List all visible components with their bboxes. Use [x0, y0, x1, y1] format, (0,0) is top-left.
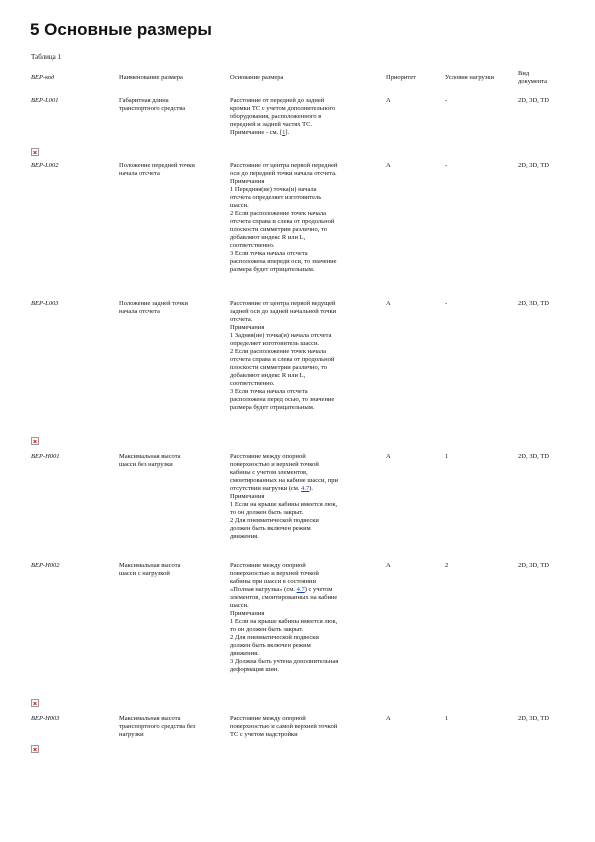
row-load: 1: [445, 715, 449, 722]
broken-image-icon[interactable]: [31, 745, 39, 753]
row-basis: [230, 300, 382, 412]
row-basis-line: отсчета.: [230, 316, 253, 323]
row-code: BEP-H003: [31, 715, 60, 722]
row-basis: [230, 162, 382, 274]
row-basis-line: соответственно.: [230, 380, 275, 387]
row-basis-line: отсчета определяет изготовитель: [230, 194, 322, 201]
row-load: 2: [445, 562, 449, 569]
row-load: -: [445, 97, 448, 104]
row-basis: [230, 453, 382, 541]
row-doc-type: 2D, 3D, TD: [518, 162, 549, 169]
row-name-line: транспортного средства: [119, 105, 186, 112]
row-basis-line: 1 Если на крыше кабины имеется люк,: [230, 618, 338, 625]
row-basis-line: 1 Задняя(ие) точка(и) начала отсчета: [230, 332, 332, 339]
reference-link[interactable]: 4.7: [296, 586, 305, 593]
row-priority: A: [386, 300, 391, 307]
row-basis-line: Расстояние от передней до задней: [230, 97, 325, 104]
row-code: BEP-L001: [31, 97, 59, 104]
row-basis-line: должен быть включен режим: [230, 525, 311, 532]
header-name: Наименование размера: [119, 74, 183, 81]
row-basis-line: шасси.: [230, 202, 249, 209]
row-name-line: транспортного средства без: [119, 723, 196, 730]
broken-image-icon[interactable]: [31, 148, 39, 156]
row-basis-line: расположена перед осью, то значение: [230, 396, 335, 403]
row-basis-line: расположена впереди оси, то значение: [230, 258, 337, 265]
row-name-line: Максимальная высота: [119, 715, 181, 722]
broken-image-icon[interactable]: [31, 699, 39, 707]
row-basis-line: размера будет отрицательным.: [230, 266, 315, 273]
row-basis-line: поверхностью и верхней точкой: [230, 461, 319, 468]
note-text: ].: [285, 129, 290, 136]
row-basis-line: отсчета справа и слева от продольной: [230, 356, 335, 363]
row-basis-line: оси до передней точки начала отсчета.: [230, 170, 337, 177]
row-basis-line: отсчета справа и слева от продольной: [230, 218, 335, 225]
row-basis-line: оборудования, расположенного в: [230, 113, 322, 120]
row-name-line: шасси без нагрузки: [119, 461, 173, 468]
row-name: [119, 162, 227, 178]
row-basis-line: Примечания: [230, 493, 265, 500]
row-code: BEP-L002: [31, 162, 59, 169]
row-basis-line: шасси.: [230, 602, 249, 609]
row-basis-line: [230, 129, 382, 137]
row-basis-line: размера будет отрицательным.: [230, 404, 315, 411]
row-doc-type: 2D, 3D, TD: [518, 715, 549, 722]
row-basis-line: передней и задней частях ТС.: [230, 121, 313, 128]
row-name-line: Габаритная длина: [119, 97, 169, 104]
row-doc-type: 2D, 3D, TD: [518, 300, 549, 307]
row-basis-line: кромки ТС с учетом дополнительного: [230, 105, 336, 112]
row-code: BEP-L003: [31, 300, 59, 307]
note-text: Примечание - см. [: [230, 129, 283, 136]
row-basis-line: [230, 485, 382, 493]
row-basis-line: Расстояние между опорной: [230, 715, 306, 722]
row-basis-line: то он должен быть закрыт.: [230, 509, 304, 516]
row-basis-line: [230, 586, 382, 594]
row-basis-line: элементов, смонтированных на кабине: [230, 594, 338, 601]
row-basis-line: 2 Для пневматической подвески: [230, 517, 319, 524]
header-doc-type-line: документа: [518, 78, 548, 85]
row-doc-type: 2D, 3D, TD: [518, 97, 549, 104]
row-basis-line: поверхностью и самой верхней точкой: [230, 723, 338, 730]
row-basis-line: движения.: [230, 650, 259, 657]
row-load: 1: [445, 453, 449, 460]
row-doc-type: 2D, 3D, TD: [518, 562, 549, 569]
row-name-line: начала отсчета: [119, 308, 160, 315]
row-name-line: Максимальная высота: [119, 453, 181, 460]
row-name: [119, 715, 227, 739]
row-basis-line: задней оси до задней начальной точки: [230, 308, 337, 315]
row-basis-line: добавляют индекс R или L,: [230, 234, 306, 241]
row-priority: A: [386, 97, 391, 104]
row-basis-line: движения.: [230, 533, 259, 540]
row-basis-line: кабины с учетом элементов,: [230, 469, 308, 476]
row-priority: A: [386, 162, 391, 169]
row-priority: A: [386, 453, 391, 460]
row-basis-line: ТС с учетом надстройки: [230, 731, 298, 738]
row-basis-line: добавляют индекс R или L,: [230, 372, 306, 379]
row-name: [119, 97, 227, 113]
row-basis-line: то он должен быть закрыт.: [230, 626, 304, 633]
section-title: 5 Основные размеры: [30, 20, 212, 39]
note-text: «Полная нагрузка» (см.: [230, 586, 297, 593]
row-basis-line: 3 Должна быть учтена дополнительная: [230, 658, 339, 665]
header-doc-type-line: Вид: [518, 70, 530, 77]
row-basis-line: 1 Если на крыше кабины имеется люк,: [230, 501, 338, 508]
row-basis-line: 2 Если расположение точек начала: [230, 210, 327, 217]
row-basis-line: 3 Если точка начала отсчета: [230, 250, 308, 257]
row-basis-line: Расстояние между опорной: [230, 453, 306, 460]
row-basis-line: деформация шин.: [230, 666, 279, 673]
row-basis-line: Примечания: [230, 178, 265, 185]
row-name: [119, 562, 227, 578]
row-basis-line: плоскости симметрии различно, то: [230, 364, 327, 371]
row-name-line: Положение передней точки: [119, 162, 195, 169]
row-priority: A: [386, 715, 391, 722]
row-name: [119, 453, 227, 469]
table-caption: Таблица 1: [31, 53, 61, 61]
row-basis-line: 3 Если точка начала отсчета: [230, 388, 308, 395]
row-basis-line: определяет изготовитель шасси.: [230, 340, 320, 347]
row-basis-line: поверхностью и верхней точкой: [230, 570, 319, 577]
row-basis-line: соответственно.: [230, 242, 275, 249]
broken-image-icon[interactable]: [31, 437, 39, 445]
row-basis: [230, 562, 382, 674]
row-basis-line: смонтированных на кабине шасси, при: [230, 477, 338, 484]
row-load: -: [445, 162, 448, 169]
row-basis-line: 2 Если расположение точек начала: [230, 348, 327, 355]
row-doc-type: 2D, 3D, TD: [518, 453, 549, 460]
header-load: Условия нагрузки: [445, 74, 495, 81]
reference-link[interactable]: 1: [282, 129, 286, 136]
row-load: -: [445, 300, 448, 307]
note-text: отсутствии нагрузки (см.: [230, 485, 302, 492]
note-text: ).: [309, 485, 314, 492]
row-name-line: Максимальная высота: [119, 562, 181, 569]
row-name-line: шасси с нагрузкой: [119, 570, 170, 577]
row-priority: A: [386, 562, 391, 569]
row-basis-line: плоскости симметрии различно, то: [230, 226, 327, 233]
row-name: [119, 300, 227, 316]
row-basis-line: Расстояние между опорной: [230, 562, 306, 569]
row-basis: [230, 97, 382, 137]
row-basis-line: Расстояние от центра первой передней: [230, 162, 338, 169]
row-name-line: Положение задней точки: [119, 300, 188, 307]
header-priority: Приоритет: [386, 74, 416, 81]
row-basis-line: Расстояние от центра первой ведущей: [230, 300, 336, 307]
row-basis-line: должен быть включен режим: [230, 642, 311, 649]
row-code: BEP-H002: [31, 562, 60, 569]
row-basis: [230, 715, 382, 739]
reference-link[interactable]: 4.7: [301, 485, 310, 492]
header-doc-type: [518, 70, 547, 86]
row-code: BEP-H001: [31, 453, 60, 460]
row-name-line: нагрузки: [119, 731, 144, 738]
row-basis-line: 1 Передняя(ие) точка(и) начала: [230, 186, 317, 193]
header-code: BEP-код: [31, 74, 55, 81]
row-basis-line: Примечания: [230, 610, 265, 617]
row-basis-line: 2 Для пневматической подвески: [230, 634, 319, 641]
header-basis: Основание размера: [230, 74, 284, 81]
row-basis-line: кабины при шасси в состоянии: [230, 578, 316, 585]
row-basis-line: Примечания: [230, 324, 265, 331]
row-name-line: начала отсчета: [119, 170, 160, 177]
note-text: ) с учетом: [304, 586, 333, 593]
